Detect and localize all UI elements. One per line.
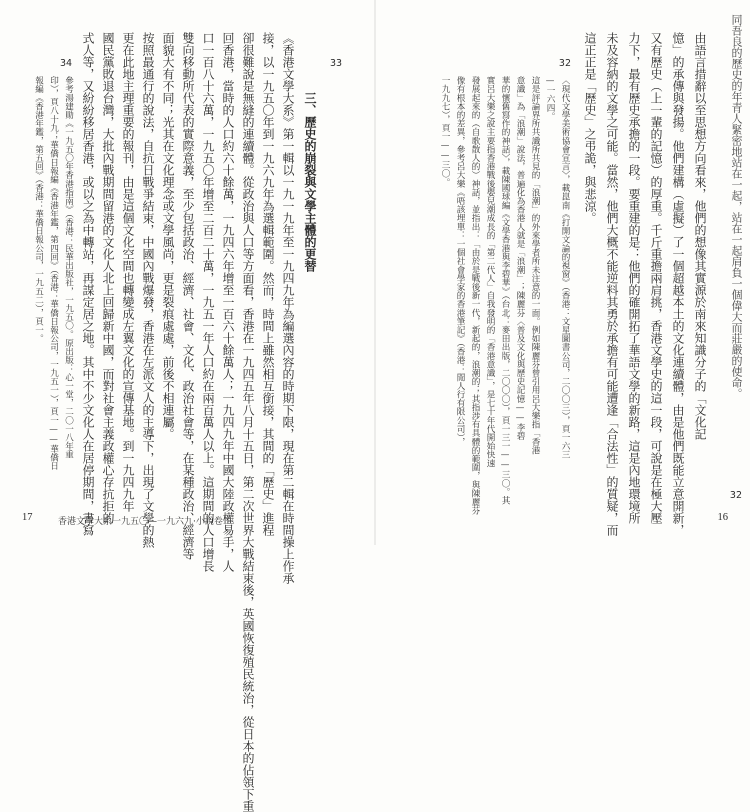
footnote-number-32: 32 [558, 58, 571, 69]
body-line: 這正正是「歷史」之弔詭，與悲涼。 [583, 32, 597, 224]
footnote-line: 發展起來的（自歌散人的）神話，並指出：「由於是戰後新一代，新起的，浪潮的；其指涉有具體的範圍，與陳麗芬 [470, 76, 480, 515]
footnote-line: 報編《香港年鑑，第五回》（香港：華僑日報公司，一九五二），頁一。 [33, 76, 44, 343]
body-line: 《香港文學大系》第一輯以一九一九年至一九四九年為編選內容的時期下限，現在第二輯在時間操上作承 [281, 32, 295, 584]
footnote-line: 這是評論界所共識所共見的「浪潮」的外來學者所未注意的一面。例如陳麗芬曾引用呂大樂指「香港 [530, 76, 540, 455]
quote-line: 同吾良的歷史的年青人緊密地站在一起，站在一起肩負一個偉大而莊嚴的使命。 [730, 14, 743, 399]
footnote-number-33: 33 [330, 58, 343, 69]
body-line: 又有歷史（上一輩的記憶）的厚重。千斤重擔兩肩挑，香港文學史的這一段，可說是在極大壓 [649, 32, 663, 524]
footnote-line: 參考湯建勛《一九五〇年香港指南》（香港：民華出版社，一九五〇。原出版：心一堂，二〇一八年重 [63, 76, 74, 459]
body-line: 由語言措辭以至思想方向看來，他們的想像其實源於南來知識分子的「文化記 [693, 32, 707, 440]
page-number: 16 [717, 512, 728, 523]
body-line: 式人等，又紛紛移居香港，或以之為中轉站，再謀定居之地。其中不少文化人在居停期間，書寫 [81, 32, 95, 536]
footnote-line: 像有根本的差異，參考呂大樂《唔該埋單：一個社會學家的香港筆記》（香港：閒人行有限公司）， [455, 76, 465, 446]
body-line: 憶」的承傳與發揚。他們建構（虛擬）了一個超越本土的文化連續體，由是他們既能立意開新， [671, 32, 685, 536]
footnote-number-34: 34 [60, 58, 73, 69]
footnote-line: 意識」為「浪潮」說法，普遍化為香港人就是「浪潮」；陳麗芬〈普及文化與歷史記憶——李碧 [515, 76, 525, 440]
running-head: 香港文學大系一九五〇—一九六九·小說卷二 [58, 517, 232, 527]
page-number: 17 [22, 512, 33, 523]
body-line: 接，以一九五〇年到一九六九年為選輯範圍。然而，時間上雖然相互銜接，其間的「歷史」進程 [261, 32, 275, 536]
footnote-line: —一六四。 [545, 76, 555, 121]
body-line: 卻很難說是無縫的連續體。從政治與人口等方面看，香港在一九四五年八月十五日，第二次世界大戰結束後，英國恢復殖民統治，從日本的佔領下重 [241, 32, 255, 812]
footnote-line: 〈現代文學美術協會宣言〉，載崑南《打開文論的視窗》（香港：文星圖書公司，二〇〇三），頁一六三 [560, 76, 570, 459]
body-line: 回香港，當時的人口約六十餘萬，一九四六年增至一百六十餘萬人；一九四九年中國大陸政權易手，人 [221, 32, 235, 572]
footnote-line: 印），頁八十九；華僑日報編《香港年鑑，第四回》（香港：華僑日報公司，一九五一），頁一——華僑日 [48, 76, 59, 471]
body-line: 力下，最有歷史承擔的一段。要重建的是：他們的確開拓了華語文學的新路，這是內地環境所 [627, 32, 641, 524]
body-line: 更在此地主理重要的報刊，由是這個文化空間也轉變成左翼文化的宣傳基地。到一九四九年 [121, 32, 135, 512]
right-page [375, 0, 750, 545]
footnote-line: 一九九七），頁一——三〇。 [440, 76, 450, 187]
body-line: 國民黨敗退台灣，大批內戰期間留港的文化人北上回歸新中國，而對社會主義政權心存抗拒的 [101, 32, 115, 524]
body-line: 按照最通行的說法，自抗日戰爭結束，中國內戰爆發，香港在左派文人的主導下，出現了文學的熱 [141, 32, 155, 548]
footnote-line: 實呂大樂之說主要指香港戰後嬰兒潮成長的「第二代人」自我發明的「香港意識」，是七十年代開始快速 [485, 76, 495, 468]
footnote-line: 華的懷舊寫作的神話〉，載陳國球編《文學香港與李碧華》（台北：麥田出版，二〇〇〇），頁一三一——三〇。其 [500, 76, 510, 505]
body-line: 面貌大有不同；光其在文化理念或文學風尚，更是裂痕處處，前後不相連屬。 [161, 32, 175, 440]
body-line: 雙向移動所代表的實際意義，至少包括政治、經濟、社會、文化、政治社會等，在某種政治、經濟等 [181, 32, 195, 560]
body-line: 未及容納的文學之可能。當然，他們大概不能逆料其勇於承擔有可能遭逢「合法性」的質疑，而 [605, 32, 619, 536]
section-heading: 三、歷史的崩裂與文學主體的更替 [303, 92, 317, 272]
quote-note-marker: 32 [729, 490, 742, 501]
body-line: 口一百八十六萬，一九五〇年增至二百二十萬，一九五一年人口約在兩百萬人以上。這期間的人口增長 [201, 32, 215, 572]
